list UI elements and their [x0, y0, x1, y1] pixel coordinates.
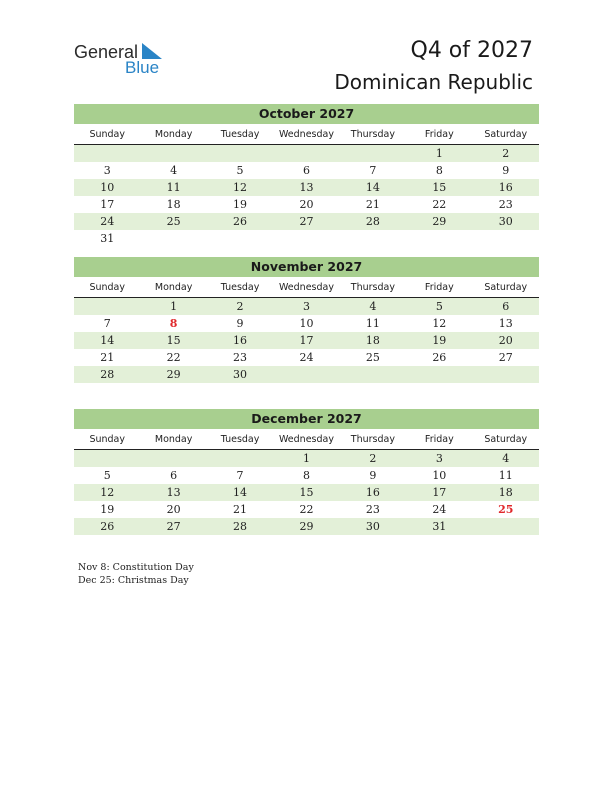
- weekday-label: Wednesday: [278, 129, 334, 140]
- day-cell: 8: [435, 164, 443, 177]
- day-cell: 28: [100, 368, 115, 381]
- weekday-label: Wednesday: [278, 282, 334, 293]
- weekday-label: Wednesday: [278, 434, 334, 445]
- month-grid: [74, 145, 539, 247]
- week-row: [74, 332, 539, 349]
- weekday-label: Tuesday: [220, 129, 260, 140]
- day-cell: 25: [166, 215, 181, 228]
- day-cell: 29: [166, 368, 181, 381]
- day-cell: 14: [100, 334, 115, 347]
- day-cell: 4: [502, 452, 510, 465]
- week-row: [74, 366, 539, 383]
- day-cell: 9: [502, 164, 510, 177]
- day-cell: 28: [233, 520, 248, 533]
- week-row: [74, 518, 539, 535]
- day-cell: 22: [299, 503, 314, 516]
- day-cell: 15: [299, 486, 314, 499]
- weekday-header: [74, 432, 539, 450]
- weekday-label: Saturday: [484, 434, 528, 445]
- month-grid: [74, 298, 539, 383]
- day-cell: 18: [365, 334, 380, 347]
- day-cell: 5: [103, 469, 111, 482]
- day-cell: 23: [365, 503, 380, 516]
- holiday-note: Nov 8: Constitution Day: [78, 562, 194, 573]
- day-cell: 1: [170, 300, 178, 313]
- day-cell: [473, 366, 539, 383]
- weekday-label: Sunday: [89, 129, 125, 140]
- country-name: Dominican Republic: [334, 70, 533, 94]
- logo-general-text: General: [74, 42, 139, 62]
- day-cell: 3: [435, 452, 443, 465]
- day-cell: [273, 230, 339, 247]
- day-cell: 17: [100, 198, 115, 211]
- day-cell: [340, 230, 406, 247]
- day-cell: [74, 298, 140, 315]
- day-cell: 13: [498, 317, 513, 330]
- day-cell: 1: [435, 147, 443, 160]
- brand-logo: [74, 42, 174, 78]
- week-row: [74, 450, 539, 467]
- day-cell: 31: [100, 232, 115, 245]
- day-cell: [406, 230, 472, 247]
- month-october: [74, 104, 539, 247]
- day-cell: 18: [498, 486, 513, 499]
- day-cell: [74, 450, 140, 467]
- weekday-label: Friday: [424, 434, 454, 445]
- month-grid: [74, 450, 539, 535]
- day-cell: 16: [365, 486, 380, 499]
- day-cell: 11: [166, 181, 181, 194]
- day-cell: [207, 450, 273, 467]
- day-cell: 13: [299, 181, 314, 194]
- day-cell: 24: [299, 351, 314, 364]
- week-row: [74, 213, 539, 230]
- day-cell: 2: [502, 147, 510, 160]
- day-cell: 20: [166, 503, 181, 516]
- day-cell: 16: [498, 181, 513, 194]
- day-cell: 16: [233, 334, 248, 347]
- day-cell: 18: [166, 198, 181, 211]
- day-cell: 21: [365, 198, 380, 211]
- weekday-label: Saturday: [484, 282, 528, 293]
- day-cell: 15: [432, 181, 447, 194]
- day-cell: 6: [502, 300, 510, 313]
- day-cell: [140, 450, 206, 467]
- day-cell: 6: [170, 469, 178, 482]
- weekday-label: Tuesday: [220, 282, 260, 293]
- day-cell: [473, 518, 539, 535]
- week-row: [74, 484, 539, 501]
- month-november: [74, 257, 539, 383]
- day-cell: 15: [166, 334, 181, 347]
- week-row: [74, 349, 539, 366]
- day-cell: 27: [299, 215, 314, 228]
- day-cell: 12: [432, 317, 447, 330]
- day-cell: [273, 366, 339, 383]
- day-cell: 23: [233, 351, 248, 364]
- weekday-label: Friday: [424, 129, 454, 140]
- weekday-label: Monday: [154, 282, 193, 293]
- day-cell: 2: [236, 300, 244, 313]
- day-cell: 31: [432, 520, 447, 533]
- week-row: [74, 145, 539, 162]
- week-row: [74, 179, 539, 196]
- day-cell: 17: [432, 486, 447, 499]
- day-cell: 9: [236, 317, 244, 330]
- day-cell: 12: [233, 181, 248, 194]
- weekday-label: Tuesday: [220, 434, 260, 445]
- day-cell: 22: [166, 351, 181, 364]
- day-cell: 29: [432, 215, 447, 228]
- day-cell: [207, 145, 273, 162]
- holiday-day-cell: 8: [169, 317, 178, 330]
- week-row: [74, 230, 539, 247]
- day-cell: 30: [498, 215, 513, 228]
- day-cell: 13: [166, 486, 181, 499]
- day-cell: 11: [365, 317, 380, 330]
- day-cell: 21: [233, 503, 248, 516]
- month-header: December 2027: [74, 409, 539, 429]
- week-row: [74, 315, 539, 332]
- weekday-label: Thursday: [350, 129, 395, 140]
- weekday-header: [74, 127, 539, 145]
- day-cell: 19: [432, 334, 447, 347]
- holiday-note: Dec 25: Christmas Day: [78, 575, 189, 586]
- day-cell: [207, 230, 273, 247]
- month-header: October 2027: [74, 104, 539, 124]
- weekday-label: Thursday: [350, 282, 395, 293]
- day-cell: 26: [432, 351, 447, 364]
- day-cell: 22: [432, 198, 447, 211]
- weekday-label: Monday: [154, 434, 193, 445]
- day-cell: [340, 366, 406, 383]
- week-row: [74, 162, 539, 179]
- day-cell: 29: [299, 520, 314, 533]
- day-cell: [140, 230, 206, 247]
- day-cell: 5: [435, 300, 443, 313]
- day-cell: 5: [236, 164, 244, 177]
- week-row: [74, 298, 539, 315]
- logo-blue-text: Blue: [125, 58, 160, 77]
- day-cell: 10: [100, 181, 115, 194]
- day-cell: 7: [236, 469, 244, 482]
- day-cell: 2: [369, 452, 377, 465]
- day-cell: 27: [166, 520, 181, 533]
- weekday-label: Friday: [424, 282, 454, 293]
- day-cell: [406, 366, 472, 383]
- day-cell: 23: [498, 198, 513, 211]
- day-cell: 6: [302, 164, 310, 177]
- day-cell: 24: [432, 503, 447, 516]
- weekday-label: Saturday: [484, 129, 528, 140]
- month-header: November 2027: [74, 257, 539, 277]
- day-cell: 19: [233, 198, 248, 211]
- day-cell: 10: [432, 469, 447, 482]
- weekday-label: Sunday: [89, 434, 125, 445]
- day-cell: 30: [233, 368, 248, 381]
- day-cell: 3: [103, 164, 111, 177]
- day-cell: 11: [498, 469, 513, 482]
- day-cell: 21: [100, 351, 115, 364]
- day-cell: 7: [103, 317, 111, 330]
- day-cell: [140, 145, 206, 162]
- day-cell: 28: [365, 215, 380, 228]
- day-cell: 24: [100, 215, 115, 228]
- day-cell: [273, 145, 339, 162]
- page-title: Q4 of 2027: [410, 38, 533, 63]
- day-cell: 17: [299, 334, 314, 347]
- day-cell: 19: [100, 503, 115, 516]
- day-cell: 30: [365, 520, 380, 533]
- day-cell: 25: [365, 351, 380, 364]
- weekday-label: Thursday: [350, 434, 395, 445]
- weekday-label: Sunday: [89, 282, 125, 293]
- week-row: [74, 196, 539, 213]
- day-cell: 14: [365, 181, 380, 194]
- logo-triangle-icon: [142, 43, 162, 59]
- day-cell: 12: [100, 486, 115, 499]
- day-cell: 9: [369, 469, 377, 482]
- day-cell: 1: [302, 452, 310, 465]
- day-cell: 4: [170, 164, 178, 177]
- day-cell: 26: [100, 520, 115, 533]
- week-row: [74, 501, 539, 518]
- day-cell: 26: [233, 215, 248, 228]
- day-cell: [340, 145, 406, 162]
- day-cell: 4: [369, 300, 377, 313]
- day-cell: 14: [233, 486, 248, 499]
- holiday-day-cell: 25: [498, 503, 514, 516]
- week-row: [74, 467, 539, 484]
- day-cell: 8: [302, 469, 310, 482]
- day-cell: [473, 230, 539, 247]
- day-cell: [74, 145, 140, 162]
- weekday-header: [74, 280, 539, 298]
- holiday-notes: [78, 561, 194, 587]
- day-cell: 20: [299, 198, 314, 211]
- day-cell: 20: [498, 334, 513, 347]
- day-cell: 27: [498, 351, 513, 364]
- month-december: [74, 409, 539, 535]
- day-cell: 7: [369, 164, 377, 177]
- weekday-label: Monday: [154, 129, 193, 140]
- day-cell: 3: [302, 300, 310, 313]
- day-cell: 10: [299, 317, 314, 330]
